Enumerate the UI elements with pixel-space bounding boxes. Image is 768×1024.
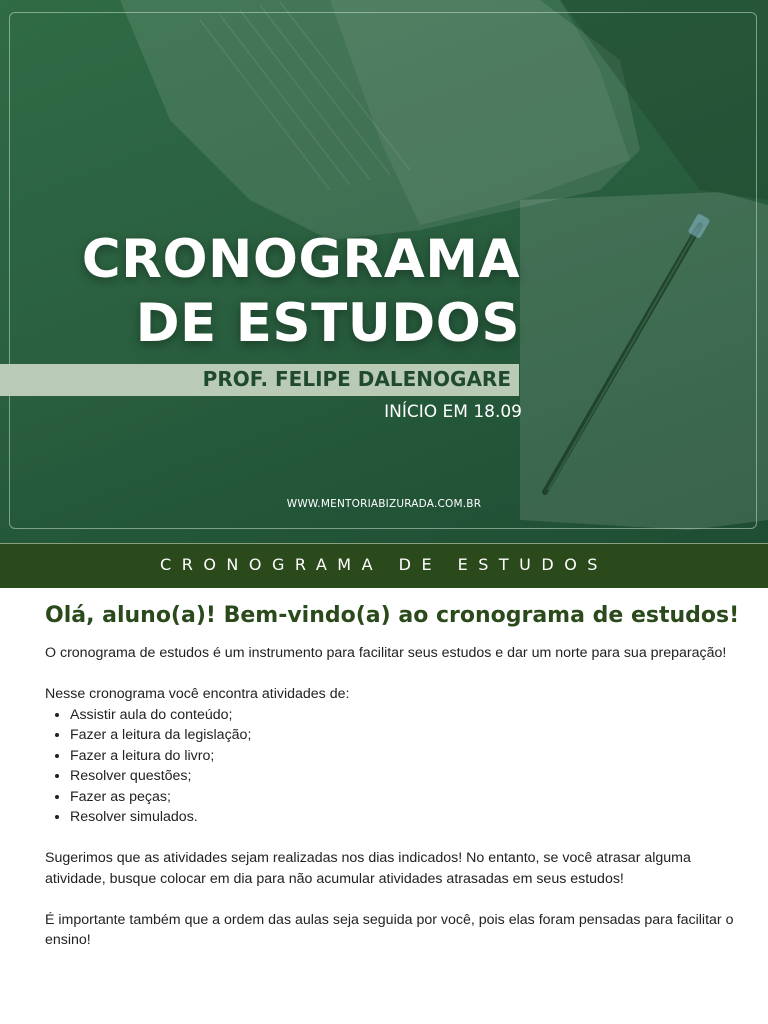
activities-list (45, 705, 745, 828)
list-item: • Fazer a leitura da legislação; (70, 725, 745, 746)
activities-intro: Nesse cronograma você encontra atividades de: (45, 686, 350, 702)
main-content (45, 598, 745, 951)
list-item: • Resolver simulados. (70, 807, 745, 828)
section-header-label: CRONOGRAMA DE ESTUDOS (160, 555, 608, 574)
hero-title-line-2: DE ESTUDOS (135, 293, 520, 354)
list-item: • Resolver questões; (70, 766, 745, 787)
importance-paragraph: É importante também que a ordem das aulas seja seguida por você, pois elas foram pensadas para facilitar o ensino! (45, 911, 734, 948)
list-item: • Assistir aula do conteúdo; (70, 705, 745, 726)
list-item: • Fazer as peças; (70, 787, 745, 808)
author-name: PROF. FELIPE DALENOGARE (202, 367, 511, 391)
author-band (0, 364, 519, 396)
start-date: INÍCIO EM 18.09 (384, 402, 522, 422)
intro-paragraph: O cronograma de estudos é um instrumento para facilitar seus estudos e dar um norte para sua preparação! (45, 645, 727, 661)
welcome-heading: Olá, aluno(a)! Bem-vindo(a) ao cronograma de estudos! (45, 603, 740, 628)
website-link[interactable]: WWW.MENTORIABIZURADA.COM.BR (286, 498, 482, 510)
hero-title-line-1: CRONOGRAMA (81, 229, 520, 290)
hero-title (82, 228, 520, 356)
suggestion-paragraph: Sugerimos que as atividades sejam realizadas nos dias indicados! No entanto, se você atrasar alguma atividade, busque colocar em dia para não acumular atividades atrasadas em seus estudos! (45, 850, 691, 887)
section-header-bar (0, 543, 768, 588)
list-item: • Fazer a leitura do livro; (70, 746, 745, 767)
